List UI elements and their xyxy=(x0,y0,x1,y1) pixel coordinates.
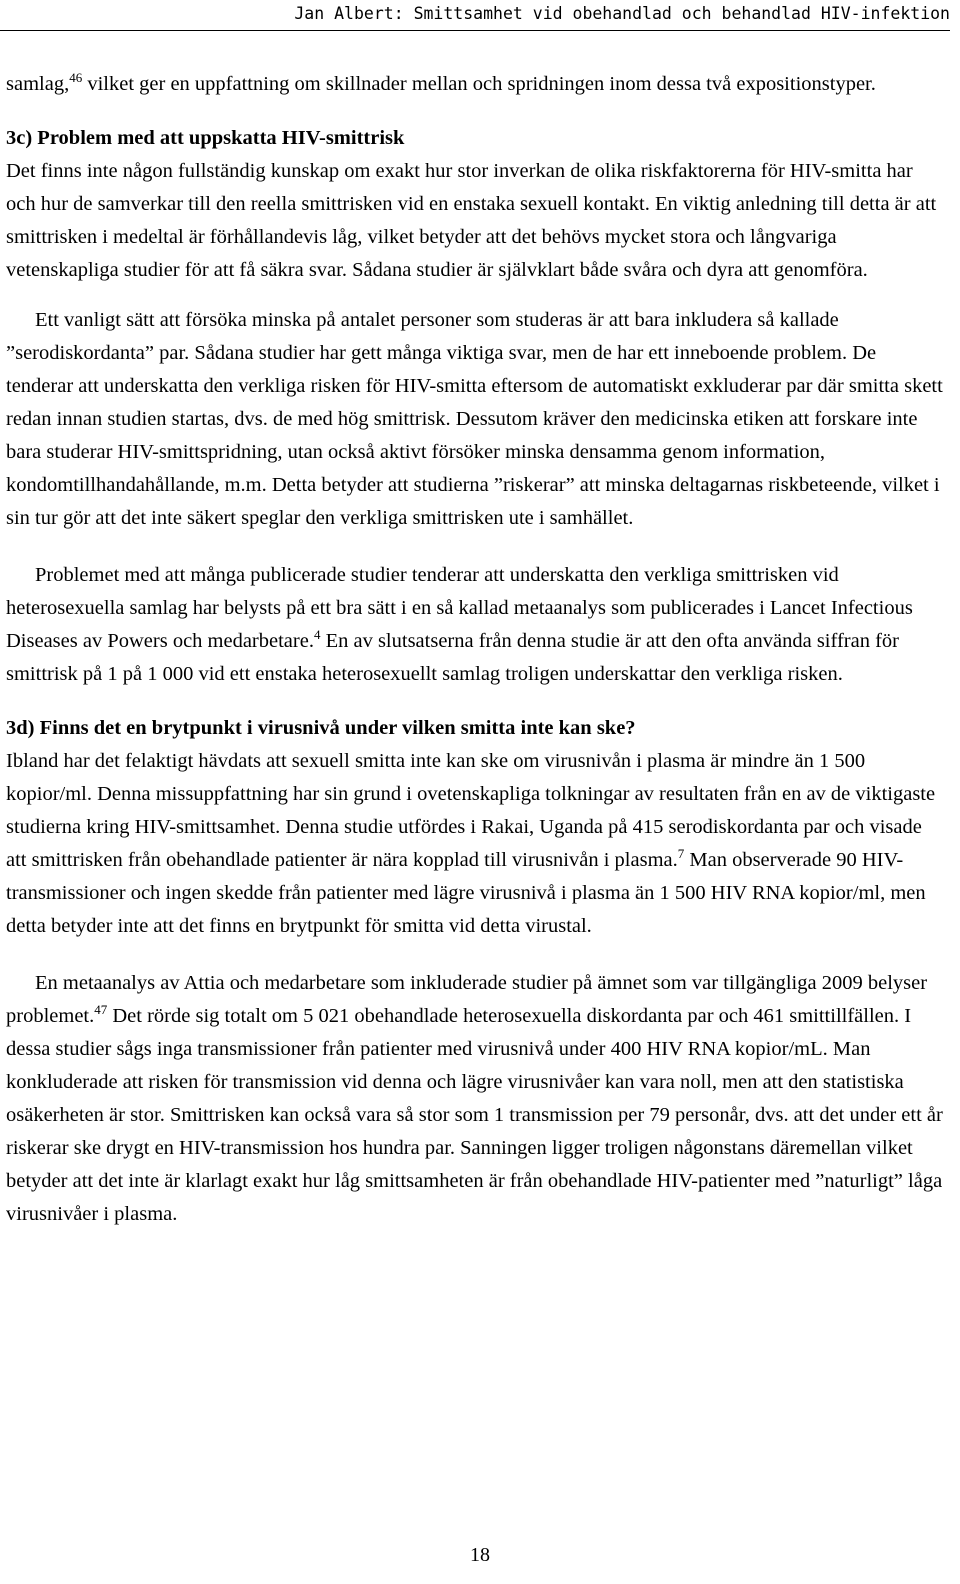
reference-superscript: 46 xyxy=(69,70,83,86)
body-paragraph xyxy=(6,155,946,287)
paragraph-spacer xyxy=(6,691,946,712)
paragraph-spacer xyxy=(6,287,946,304)
reference-superscript: 47 xyxy=(94,1002,108,1018)
paragraph-text: En metaanalys av Attia och medarbetare som inkluderade studier på ämnet som var tillgängliga 2009 belyser problemet. xyxy=(6,972,928,1027)
paragraph-text: Ett vanligt sätt att försöka minska på antalet personer som studeras är att bara inkludera så kallade ”serodiskordanta” par. Sådana studier har gett många viktiga svar, men de har ett inneboende problem. De tenderar att underskatta den verkliga risken för HIV-smitta eftersom de automatiskt exkluderar par där smitta skett redan innan studien startas, dvs. de med hög smittrisk. Dessutom kräver den medicinska etiken att forskare inte bara studerar HIV-smittspridning, utan också aktivt försöker minska densamma genom information, kondomtillhandahållande, m.m. Detta betyder att studierna ”riskerar” att minska deltagarnas riskbeteende, vilket i sin tur gör att det inte säkert speglar den verkliga smittrisken ute i samhället. xyxy=(6,309,943,529)
paragraph-spacer xyxy=(6,101,946,122)
body-paragraph xyxy=(6,745,946,943)
body-paragraph xyxy=(6,967,946,1231)
paragraph-spacer xyxy=(6,535,946,559)
paragraph-text: Det rörde sig totalt om 5 021 obehandlade heterosexuella diskordanta par och 461 smittillfällen. I dessa studier sågs inga transmissioner från patienter med virusnivå under 400 HIV RNA kopior/mL. Man konkluderade att risken för transmission vid denna och lägre virusnivåer kan vara noll, men att den statistiska osäkerheten är stor. Smittrisken kan också vara så stor som 1 transmission per 79 personår, dvs. att det under ett år riskerar ske drygt en HIV-transmission hos hundra par. Sanningen ligger troligen någonstans däremellan vilket betyder att det inte är klarlagt exakt hur låg smittsamheten är från obehandlade HIV-patienter med ”naturligt” låga virusnivåer i plasma. xyxy=(6,1005,943,1225)
body-paragraph xyxy=(6,68,946,101)
paragraph-text: Ibland har det felaktigt hävdats att sexuell smitta inte kan ske om virusnivån i plasma är mindre än 1 500 kopior/ml. Denna missuppfattning har sin grund i ovetenskapliga tolkningar av resultaten från en av de viktigaste studierna kring HIV-smittsamhet. Denna studie utfördes i Rakai, Uganda på 415 serodiskordanta par och visade att smittrisken från obehandlade patienter är nära kopplad till virusnivån i plasma. xyxy=(6,750,936,871)
reference-superscript: 7 xyxy=(677,846,685,862)
paragraph-text: Man observerade 90 HIV-transmissioner och ingen skedde från patienter med lägre virusnivå i plasma än 1 500 HIV RNA kopior/ml, men detta betyder inte att det finns en brytpunkt för smitta vid detta virustal. xyxy=(6,849,926,937)
section-heading: 3c) Problem med att uppskatta HIV-smittrisk xyxy=(6,127,405,149)
running-header: Jan Albert: Smittsamhet vid obehandlad och behandlad HIV-infektion xyxy=(0,0,950,31)
body-paragraph xyxy=(6,304,946,535)
paragraph-text: Det finns inte någon fullständig kunskap om exakt hur stor inverkan de olika riskfaktorerna för HIV-smitta har och hur de samverkar till den reella smittrisken vid en enstaka sexuell kontakt. En viktig anledning till detta är att smittrisken i medeltal är förhållandevis låg, vilket betyder att det behövs mycket stora och långvariga vetenskapliga studier för att få säkra svar. Sådana studier är självklart både svåra och dyra att genomföra. xyxy=(6,160,937,281)
body-paragraph xyxy=(6,559,946,691)
document-body xyxy=(6,68,946,1231)
paragraph-text: En av slutsatserna från denna studie är att den ofta använda siffran för smittrisk på 1 på 1 000 vid ett enstaka heterosexuellt samlag troligen underskattar den verkliga risken. xyxy=(6,630,899,685)
paragraph-text: samlag, xyxy=(6,73,70,95)
page-number: 18 xyxy=(470,1544,490,1566)
paragraph-text: vilket ger en uppfattning om skillnader mellan och spridningen inom dessa två expositionstyper. xyxy=(82,73,876,95)
section-heading: 3d) Finns det en brytpunkt i virusnivå under vilken smitta inte kan ske? xyxy=(6,717,636,739)
paragraph-text: Problemet med att många publicerade studier tenderar att underskatta den verkliga smittrisken vid heterosexuella samlag har belysts på ett bra sätt i en så kallad metaanalys som publicerades i Lancet Infectious Diseases av Powers och medarbetare. xyxy=(6,564,913,652)
paragraph-spacer xyxy=(6,943,946,967)
reference-superscript: 4 xyxy=(313,627,321,643)
